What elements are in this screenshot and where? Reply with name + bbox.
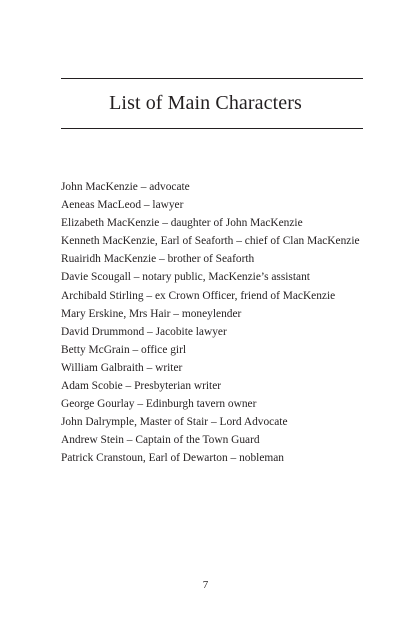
list-item: Elizabeth MacKenzie – daughter of John MacKenzie <box>61 217 303 230</box>
list-item: William Galbraith – writer <box>61 361 183 374</box>
list-item: Ruairidh MacKenzie – brother of Seaforth <box>61 253 255 266</box>
list-item: Betty McGrain – office girl <box>61 343 187 356</box>
list-item: John Dalrymple, Master of Stair – Lord Advocate <box>61 416 288 429</box>
page-number: 7 <box>202 579 209 591</box>
list-item: Aeneas MacLeod – lawyer <box>61 199 184 212</box>
list-item: John MacKenzie – advocate <box>61 181 190 193</box>
list-item: David Drummond – Jacobite lawyer <box>61 325 227 338</box>
list-item: Adam Scobie – Presbyterian writer <box>61 380 222 393</box>
list-item: Mary Erskine, Mrs Hair – moneylender <box>61 307 242 320</box>
list-item: Patrick Cranstoun, Earl of Dewarton – nobleman <box>61 452 285 465</box>
list-item: Kenneth MacKenzie, Earl of Seaforth – chief of Clan MacKenzie <box>61 235 360 248</box>
character-list <box>61 178 381 468</box>
page-title: List of Main Characters <box>109 92 302 114</box>
list-item: Andrew Stein – Captain of the Town Guard <box>61 434 260 447</box>
title-bottom-rule <box>61 128 363 129</box>
list-item: Davie Scougall – notary public, MacKenzie’s assistant <box>61 271 310 284</box>
list-item: Archibald Stirling – ex Crown Officer, friend of MacKenzie <box>61 289 336 302</box>
title-top-rule <box>61 78 363 79</box>
list-item: George Gourlay – Edinburgh tavern owner <box>61 398 257 411</box>
